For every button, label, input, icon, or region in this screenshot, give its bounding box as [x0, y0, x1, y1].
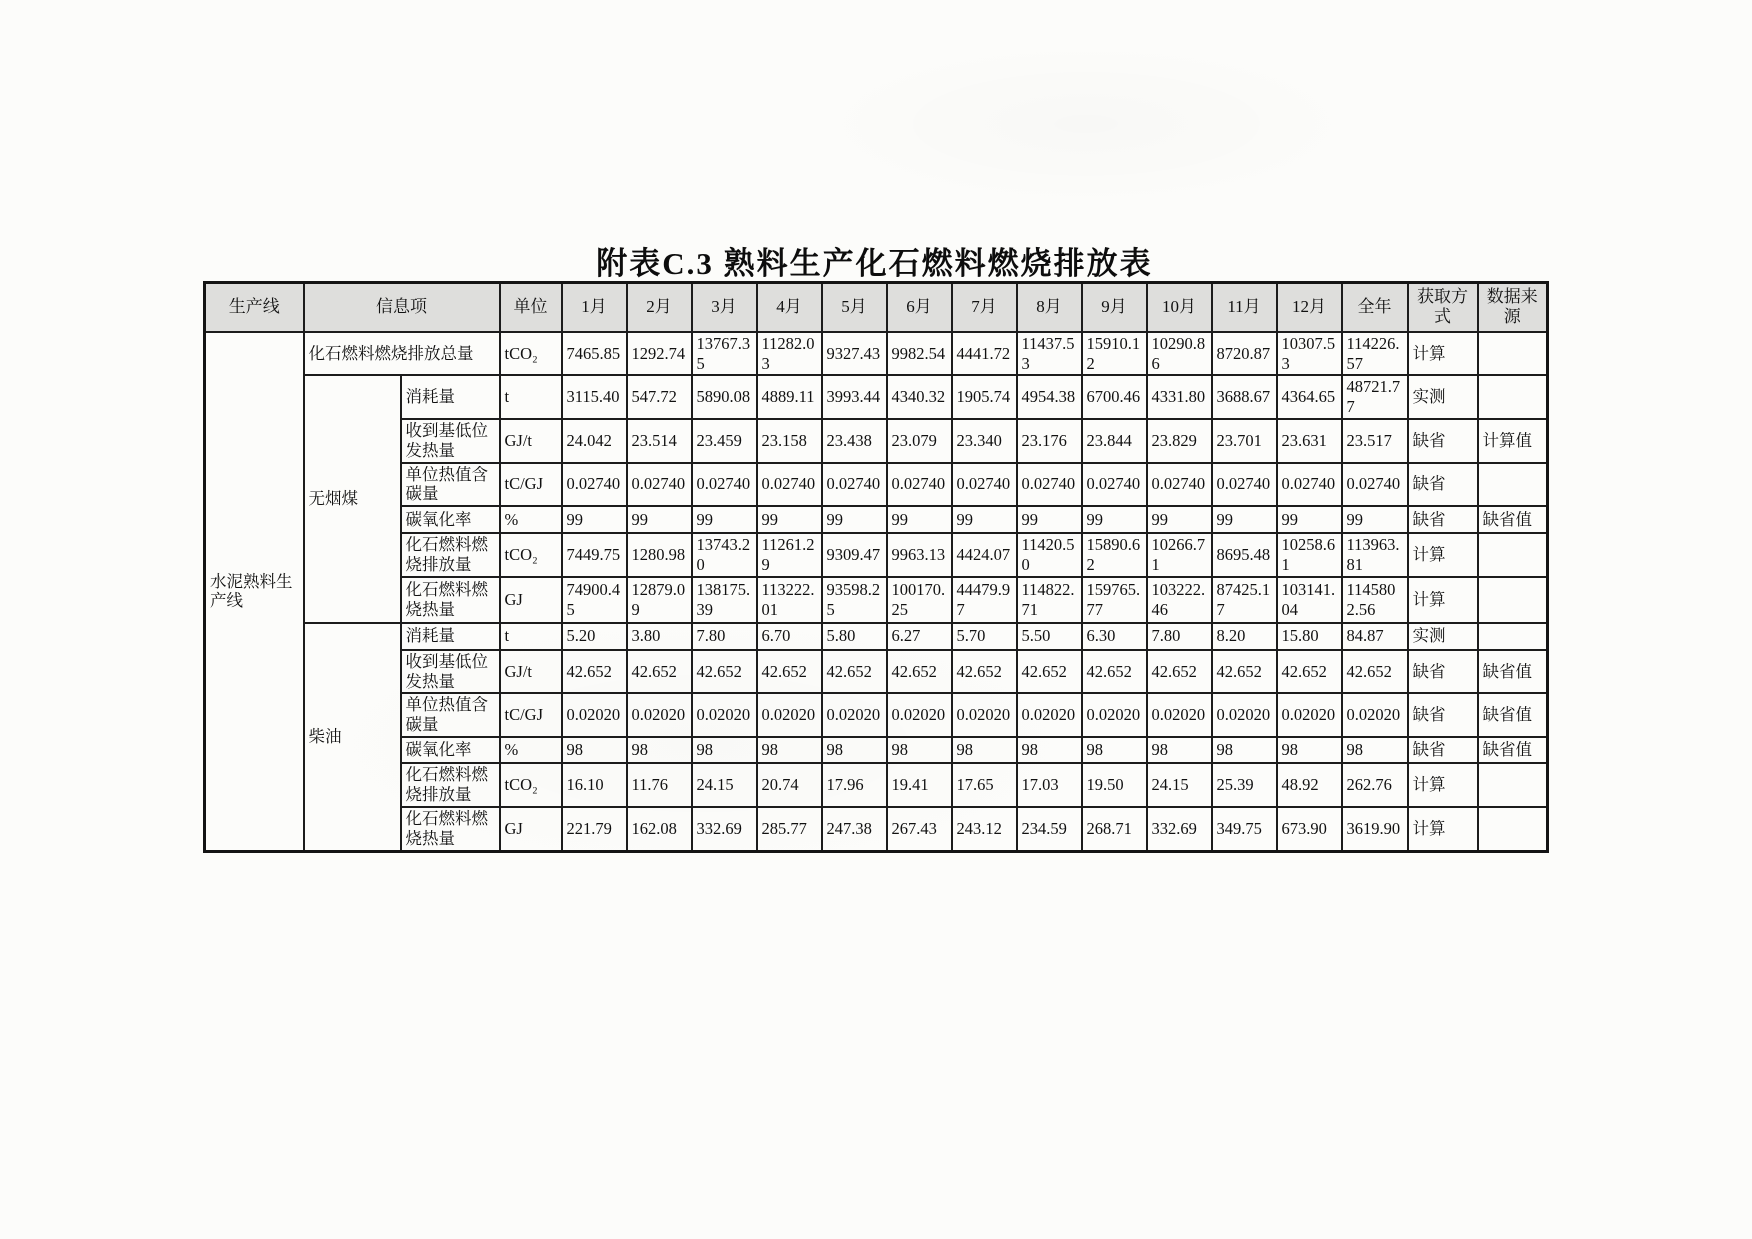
item-cell: 化石燃料燃烧排放量 — [401, 763, 500, 807]
method-cell: 计算 — [1408, 332, 1478, 376]
column-header: 8月 — [1017, 283, 1082, 332]
emissions-table — [203, 281, 1549, 853]
month-value-cell: 1280.98 — [627, 533, 692, 577]
source-cell — [1478, 533, 1548, 577]
unit-cell: tC/GJ — [500, 693, 562, 737]
method-cell: 计算 — [1408, 577, 1478, 623]
month-value-cell: 17.03 — [1017, 763, 1082, 807]
month-value-cell: 0.02020 — [1277, 693, 1342, 737]
month-value-cell: 6.70 — [757, 623, 822, 650]
month-value-cell: 0.02020 — [692, 693, 757, 737]
source-cell — [1478, 763, 1548, 807]
month-value-cell: 0.02740 — [1147, 463, 1212, 507]
month-value-cell: 3.80 — [627, 623, 692, 650]
month-value-cell: 162.08 — [627, 807, 692, 852]
month-value-cell: 98 — [627, 737, 692, 763]
month-value-cell: 42.652 — [822, 650, 887, 694]
month-value-cell: 6.30 — [1082, 623, 1147, 650]
month-value-cell: 99 — [1147, 506, 1212, 533]
month-value-cell: 221.79 — [562, 807, 627, 852]
month-value-cell: 23.176 — [1017, 419, 1082, 463]
item-cell: 消耗量 — [401, 623, 500, 650]
month-value-cell: 98 — [1277, 737, 1342, 763]
month-value-cell: 44479.97 — [952, 577, 1017, 623]
source-cell — [1478, 375, 1548, 419]
month-value-cell: 11437.53 — [1017, 332, 1082, 376]
month-value-cell: 24.15 — [692, 763, 757, 807]
month-value-cell: 1292.74 — [627, 332, 692, 376]
table-row — [205, 763, 1548, 807]
month-value-cell: 7.80 — [1147, 623, 1212, 650]
annual-value-cell: 113963.81 — [1342, 533, 1408, 577]
table-row — [205, 332, 1548, 376]
method-cell: 计算 — [1408, 763, 1478, 807]
month-value-cell: 98 — [952, 737, 1017, 763]
month-value-cell: 9309.47 — [822, 533, 887, 577]
month-value-cell: 0.02020 — [757, 693, 822, 737]
month-value-cell: 24.15 — [1147, 763, 1212, 807]
annual-value-cell: 42.652 — [1342, 650, 1408, 694]
month-value-cell: 0.02020 — [1147, 693, 1212, 737]
month-value-cell: 98 — [822, 737, 887, 763]
month-value-cell: 98 — [1147, 737, 1212, 763]
column-header: 9月 — [1082, 283, 1147, 332]
item-cell: 收到基低位发热量 — [401, 650, 500, 694]
month-value-cell: 99 — [757, 506, 822, 533]
column-header: 3月 — [692, 283, 757, 332]
method-cell: 缺省 — [1408, 463, 1478, 507]
month-value-cell: 93598.25 — [822, 577, 887, 623]
item-cell: 消耗量 — [401, 375, 500, 419]
month-value-cell: 24.042 — [562, 419, 627, 463]
month-value-cell: 243.12 — [952, 807, 1017, 852]
unit-cell: GJ — [500, 807, 562, 852]
month-value-cell: 9963.13 — [887, 533, 952, 577]
month-value-cell: 99 — [562, 506, 627, 533]
month-value-cell: 23.340 — [952, 419, 1017, 463]
source-cell: 缺省值 — [1478, 506, 1548, 533]
month-value-cell: 98 — [757, 737, 822, 763]
month-value-cell: 4889.11 — [757, 375, 822, 419]
month-value-cell: 99 — [1082, 506, 1147, 533]
month-value-cell: 16.10 — [562, 763, 627, 807]
month-value-cell: 23.829 — [1147, 419, 1212, 463]
month-value-cell: 0.02740 — [887, 463, 952, 507]
annual-value-cell: 23.517 — [1342, 419, 1408, 463]
month-value-cell: 4340.32 — [887, 375, 952, 419]
month-value-cell: 0.02020 — [822, 693, 887, 737]
annual-value-cell: 262.76 — [1342, 763, 1408, 807]
month-value-cell: 48.92 — [1277, 763, 1342, 807]
month-value-cell: 11420.50 — [1017, 533, 1082, 577]
annual-value-cell: 84.87 — [1342, 623, 1408, 650]
unit-cell: tCO₂ — [500, 332, 562, 376]
month-value-cell: 23.844 — [1082, 419, 1147, 463]
unit-cell: tC/GJ — [500, 463, 562, 507]
annual-value-cell: 99 — [1342, 506, 1408, 533]
month-value-cell: 10258.61 — [1277, 533, 1342, 577]
table-row — [205, 650, 1548, 694]
month-value-cell: 23.701 — [1212, 419, 1277, 463]
month-value-cell: 5.20 — [562, 623, 627, 650]
month-value-cell: 17.65 — [952, 763, 1017, 807]
source-cell: 计算值 — [1478, 419, 1548, 463]
month-value-cell: 23.079 — [887, 419, 952, 463]
month-value-cell: 247.38 — [822, 807, 887, 852]
month-value-cell: 12879.09 — [627, 577, 692, 623]
month-value-cell: 7449.75 — [562, 533, 627, 577]
month-value-cell: 42.652 — [1212, 650, 1277, 694]
source-cell — [1478, 463, 1548, 507]
month-value-cell: 138175.39 — [692, 577, 757, 623]
month-value-cell: 99 — [1212, 506, 1277, 533]
month-value-cell: 7.80 — [692, 623, 757, 650]
table-row — [205, 463, 1548, 507]
month-value-cell: 10290.86 — [1147, 332, 1212, 376]
table-row — [205, 807, 1548, 852]
month-value-cell: 8.20 — [1212, 623, 1277, 650]
table-row — [205, 506, 1548, 533]
month-value-cell: 42.652 — [757, 650, 822, 694]
source-cell — [1478, 623, 1548, 650]
month-value-cell: 42.652 — [1017, 650, 1082, 694]
month-value-cell: 0.02740 — [1277, 463, 1342, 507]
month-value-cell: 23.158 — [757, 419, 822, 463]
month-value-cell: 19.50 — [1082, 763, 1147, 807]
annual-value-cell: 114226.57 — [1342, 332, 1408, 376]
month-value-cell: 99 — [692, 506, 757, 533]
month-value-cell: 4954.38 — [1017, 375, 1082, 419]
month-value-cell: 100170.25 — [887, 577, 952, 623]
month-value-cell: 42.652 — [887, 650, 952, 694]
item-cell: 化石燃料燃烧排放总量 — [304, 332, 500, 376]
source-cell — [1478, 807, 1548, 852]
month-value-cell: 3115.40 — [562, 375, 627, 419]
month-value-cell: 8720.87 — [1212, 332, 1277, 376]
month-value-cell: 285.77 — [757, 807, 822, 852]
month-value-cell: 7465.85 — [562, 332, 627, 376]
unit-cell: % — [500, 737, 562, 763]
column-header: 10月 — [1147, 283, 1212, 332]
method-cell: 缺省 — [1408, 650, 1478, 694]
month-value-cell: 99 — [822, 506, 887, 533]
month-value-cell: 114822.71 — [1017, 577, 1082, 623]
method-cell: 实测 — [1408, 375, 1478, 419]
source-cell — [1478, 577, 1548, 623]
month-value-cell: 5.70 — [952, 623, 1017, 650]
month-value-cell: 99 — [1277, 506, 1342, 533]
month-value-cell: 6700.46 — [1082, 375, 1147, 419]
table-row — [205, 577, 1548, 623]
month-value-cell: 5.80 — [822, 623, 887, 650]
month-value-cell: 98 — [1212, 737, 1277, 763]
month-value-cell: 4364.65 — [1277, 375, 1342, 419]
month-value-cell: 0.02740 — [757, 463, 822, 507]
method-cell: 实测 — [1408, 623, 1478, 650]
month-value-cell: 99 — [952, 506, 1017, 533]
month-value-cell: 113222.01 — [757, 577, 822, 623]
month-value-cell: 9327.43 — [822, 332, 887, 376]
month-value-cell: 0.02740 — [952, 463, 1017, 507]
month-value-cell: 673.90 — [1277, 807, 1342, 852]
month-value-cell: 42.652 — [562, 650, 627, 694]
month-value-cell: 4424.07 — [952, 533, 1017, 577]
month-value-cell: 349.75 — [1212, 807, 1277, 852]
month-value-cell: 0.02020 — [627, 693, 692, 737]
month-value-cell: 0.02740 — [1212, 463, 1277, 507]
item-cell: 化石燃料燃烧热量 — [401, 807, 500, 852]
month-value-cell: 42.652 — [952, 650, 1017, 694]
fuel-cell: 无烟煤 — [304, 375, 401, 622]
table-header-row — [205, 283, 1548, 332]
annual-value-cell: 48721.77 — [1342, 375, 1408, 419]
fuel-cell: 柴油 — [304, 623, 401, 852]
month-value-cell: 5.50 — [1017, 623, 1082, 650]
annual-value-cell: 1145802.56 — [1342, 577, 1408, 623]
month-value-cell: 98 — [887, 737, 952, 763]
month-value-cell: 0.02020 — [887, 693, 952, 737]
unit-cell: tCO₂ — [500, 533, 562, 577]
month-value-cell: 332.69 — [692, 807, 757, 852]
month-value-cell: 23.631 — [1277, 419, 1342, 463]
method-cell: 缺省 — [1408, 419, 1478, 463]
month-value-cell: 268.71 — [1082, 807, 1147, 852]
annual-value-cell: 0.02020 — [1342, 693, 1408, 737]
item-cell: 碳氧化率 — [401, 506, 500, 533]
month-value-cell: 13767.35 — [692, 332, 757, 376]
month-value-cell: 0.02740 — [692, 463, 757, 507]
month-value-cell: 11.76 — [627, 763, 692, 807]
month-value-cell: 11282.03 — [757, 332, 822, 376]
month-value-cell: 13743.20 — [692, 533, 757, 577]
source-cell — [1478, 332, 1548, 376]
column-header: 获取方式 — [1408, 283, 1478, 332]
item-cell: 化石燃料燃烧热量 — [401, 577, 500, 623]
production-line-cell: 水泥熟料生产线 — [205, 332, 304, 852]
month-value-cell: 42.652 — [1277, 650, 1342, 694]
table-row — [205, 533, 1548, 577]
month-value-cell: 15.80 — [1277, 623, 1342, 650]
month-value-cell: 0.02740 — [562, 463, 627, 507]
method-cell: 计算 — [1408, 807, 1478, 852]
month-value-cell: 23.459 — [692, 419, 757, 463]
month-value-cell: 19.41 — [887, 763, 952, 807]
table-row — [205, 419, 1548, 463]
column-header: 11月 — [1212, 283, 1277, 332]
month-value-cell: 0.02740 — [1017, 463, 1082, 507]
month-value-cell: 6.27 — [887, 623, 952, 650]
month-value-cell: 42.652 — [1147, 650, 1212, 694]
month-value-cell: 98 — [562, 737, 627, 763]
month-value-cell: 3993.44 — [822, 375, 887, 419]
month-value-cell: 87425.17 — [1212, 577, 1277, 623]
unit-cell: % — [500, 506, 562, 533]
method-cell: 计算 — [1408, 533, 1478, 577]
month-value-cell: 99 — [1017, 506, 1082, 533]
month-value-cell: 98 — [692, 737, 757, 763]
source-cell: 缺省值 — [1478, 693, 1548, 737]
unit-cell: t — [500, 623, 562, 650]
table-row — [205, 623, 1548, 650]
month-value-cell: 42.652 — [1082, 650, 1147, 694]
table-row — [205, 737, 1548, 763]
column-header: 单位 — [500, 283, 562, 332]
month-value-cell: 74900.45 — [562, 577, 627, 623]
page-title: 附表C.3 熟料生产化石燃料燃烧排放表 — [596, 246, 1153, 281]
column-header: 2月 — [627, 283, 692, 332]
month-value-cell: 4331.80 — [1147, 375, 1212, 419]
unit-cell: GJ/t — [500, 419, 562, 463]
annual-value-cell: 0.02740 — [1342, 463, 1408, 507]
month-value-cell: 234.59 — [1017, 807, 1082, 852]
column-header: 生产线 — [205, 283, 304, 332]
month-value-cell: 17.96 — [822, 763, 887, 807]
month-value-cell: 23.438 — [822, 419, 887, 463]
column-header: 信息项 — [304, 283, 500, 332]
month-value-cell: 0.02740 — [822, 463, 887, 507]
column-header: 6月 — [887, 283, 952, 332]
item-cell: 单位热值含碳量 — [401, 693, 500, 737]
annual-value-cell: 3619.90 — [1342, 807, 1408, 852]
column-header: 5月 — [822, 283, 887, 332]
table-row — [205, 375, 1548, 419]
column-header: 12月 — [1277, 283, 1342, 332]
method-cell: 缺省 — [1408, 693, 1478, 737]
month-value-cell: 42.652 — [692, 650, 757, 694]
column-header: 4月 — [757, 283, 822, 332]
source-cell: 缺省值 — [1478, 737, 1548, 763]
month-value-cell: 159765.77 — [1082, 577, 1147, 623]
month-value-cell: 9982.54 — [887, 332, 952, 376]
unit-cell: tCO₂ — [500, 763, 562, 807]
month-value-cell: 0.02020 — [1212, 693, 1277, 737]
month-value-cell: 20.74 — [757, 763, 822, 807]
month-value-cell: 8695.48 — [1212, 533, 1277, 577]
month-value-cell: 547.72 — [627, 375, 692, 419]
unit-cell: GJ — [500, 577, 562, 623]
month-value-cell: 4441.72 — [952, 332, 1017, 376]
month-value-cell: 1905.74 — [952, 375, 1017, 419]
month-value-cell: 267.43 — [887, 807, 952, 852]
month-value-cell: 0.02020 — [952, 693, 1017, 737]
month-value-cell: 332.69 — [1147, 807, 1212, 852]
method-cell: 缺省 — [1408, 737, 1478, 763]
item-cell: 收到基低位发热量 — [401, 419, 500, 463]
month-value-cell: 5890.08 — [692, 375, 757, 419]
month-value-cell: 103222.46 — [1147, 577, 1212, 623]
method-cell: 缺省 — [1408, 506, 1478, 533]
month-value-cell: 99 — [887, 506, 952, 533]
month-value-cell: 11261.29 — [757, 533, 822, 577]
month-value-cell: 98 — [1017, 737, 1082, 763]
table-row — [205, 693, 1548, 737]
month-value-cell: 0.02020 — [1082, 693, 1147, 737]
item-cell: 单位热值含碳量 — [401, 463, 500, 507]
month-value-cell: 25.39 — [1212, 763, 1277, 807]
month-value-cell: 0.02740 — [1082, 463, 1147, 507]
column-header: 全年 — [1342, 283, 1408, 332]
month-value-cell: 42.652 — [627, 650, 692, 694]
month-value-cell: 3688.67 — [1212, 375, 1277, 419]
column-header: 数据来源 — [1478, 283, 1548, 332]
month-value-cell: 103141.04 — [1277, 577, 1342, 623]
month-value-cell: 10307.53 — [1277, 332, 1342, 376]
month-value-cell: 10266.71 — [1147, 533, 1212, 577]
month-value-cell: 15890.62 — [1082, 533, 1147, 577]
item-cell: 碳氧化率 — [401, 737, 500, 763]
column-header: 7月 — [952, 283, 1017, 332]
unit-cell: GJ/t — [500, 650, 562, 694]
month-value-cell: 98 — [1082, 737, 1147, 763]
item-cell: 化石燃料燃烧排放量 — [401, 533, 500, 577]
source-cell: 缺省值 — [1478, 650, 1548, 694]
month-value-cell: 0.02020 — [562, 693, 627, 737]
unit-cell: t — [500, 375, 562, 419]
annual-value-cell: 98 — [1342, 737, 1408, 763]
month-value-cell: 0.02740 — [627, 463, 692, 507]
month-value-cell: 0.02020 — [1017, 693, 1082, 737]
column-header: 1月 — [562, 283, 627, 332]
month-value-cell: 15910.12 — [1082, 332, 1147, 376]
month-value-cell: 99 — [627, 506, 692, 533]
month-value-cell: 23.514 — [627, 419, 692, 463]
